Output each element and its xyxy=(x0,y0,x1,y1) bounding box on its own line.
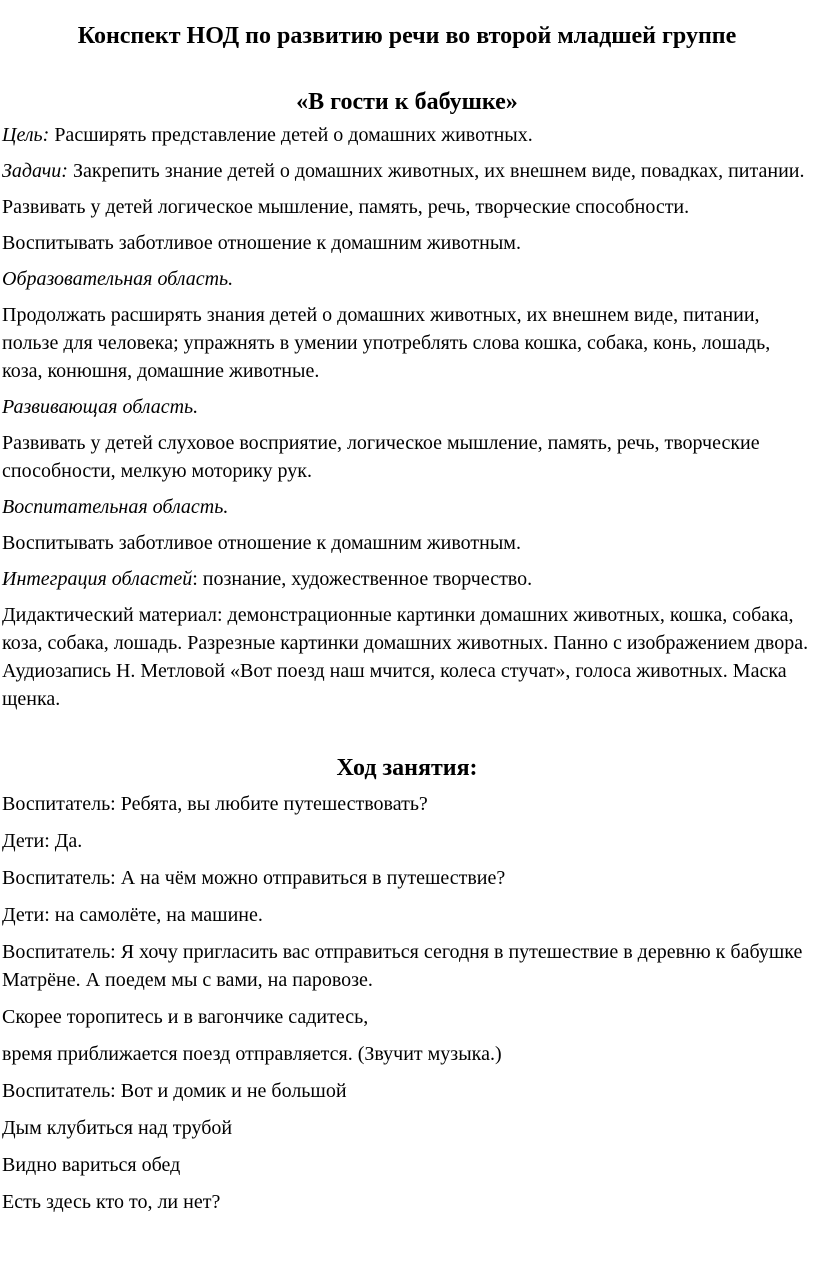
intro-section xyxy=(2,121,812,713)
educational-area-paragraph xyxy=(2,301,812,385)
integration-text: : познание, художественное творчество. xyxy=(192,568,533,590)
tasks-text: Закрепить знание детей о домашних животных, их внешнем виде, повадках, питании. xyxy=(67,160,805,182)
nurturing-area-heading xyxy=(2,493,812,521)
dialog-line: Воспитатель: Вот и домик и не большой xyxy=(2,1080,347,1102)
nurturing-area-label: Воспитательная область. xyxy=(2,496,229,518)
goal-label: Цель: xyxy=(2,124,50,146)
develop-paragraph xyxy=(2,193,812,221)
tasks-label: Задачи: xyxy=(2,160,68,182)
developing-area-label: Развивающая область. xyxy=(2,396,199,418)
developing-area-heading xyxy=(2,393,812,421)
dialog-line: Воспитатель: Ребята, вы любите путешествовать? xyxy=(2,793,428,815)
integration-paragraph xyxy=(2,565,812,593)
document-title: Конспект НОД по развитию речи во второй младшей группе xyxy=(77,23,737,49)
developing-area-paragraph xyxy=(2,429,812,485)
dialog-line: Видно вариться обед xyxy=(2,1154,181,1176)
developing-area-text: Развивать у детей слуховое восприятие, логическое мышление, память, речь, творческие способности, мелкую моторику рук. xyxy=(2,432,760,482)
educational-area-heading xyxy=(2,265,812,293)
dialog-line: Есть здесь кто то, ли нет? xyxy=(2,1191,221,1213)
dialog-line: Дети: на самолёте, на машине. xyxy=(2,904,263,926)
lesson-progress-heading: Ход занятия: xyxy=(336,755,478,781)
nurturing-area-paragraph xyxy=(2,529,812,557)
document-subtitle: «В гости к бабушке» xyxy=(296,89,518,115)
goal-text: Расширять представление детей о домашних животных. xyxy=(49,124,533,146)
educational-area-text: Продолжать расширять знания детей о домашних животных, их внешнем виде, питании, пользе для человека; упражнять в умении употреблять слова кошка, собака, конь, лошадь, коза, конюшня, домашние животные. xyxy=(2,304,771,382)
dialog-line: Воспитатель: Я хочу пригласить вас отправиться сегодня в путешествие в деревню к бабушке Матрёне. А поедем мы с вами, на паровозе. xyxy=(2,941,803,991)
develop-text: Развивать у детей логическое мышление, память, речь, творческие способности. xyxy=(2,196,690,218)
tasks-paragraph xyxy=(2,157,812,185)
dialog-line: Воспитатель: А на чём можно отправиться в путешествие? xyxy=(2,867,506,889)
dialog-line: время приближается поезд отправляется. (Звучит музыка.) xyxy=(2,1043,502,1065)
dialog-line: Дым клубиться над трубой xyxy=(2,1117,233,1139)
goal-paragraph xyxy=(2,121,812,149)
dialog-line: Дети: Да. xyxy=(2,830,83,852)
nurture-paragraph xyxy=(2,229,812,257)
dialog-section xyxy=(2,790,812,1216)
integration-label: Интеграция областей xyxy=(2,568,193,590)
nurturing-area-text: Воспитывать заботливое отношение к домашним животным. xyxy=(2,532,521,554)
materials-paragraph xyxy=(2,601,812,713)
nurture-text: Воспитывать заботливое отношение к домашним животным. xyxy=(2,232,521,254)
materials-text: Дидактический материал: демонстрационные картинки домашних животных, кошка, собака, коза, собака, лошадь. Разрезные картинки домашних животных. Панно с изображением двора. Аудиозапись Н. Метловой «Вот поезд наш мчится, колеса стучат», голоса животных. Маска щенка. xyxy=(2,604,809,710)
educational-area-label: Образовательная область. xyxy=(2,268,234,290)
dialog-line: Скорее торопитесь и в вагончике садитесь, xyxy=(2,1006,369,1028)
